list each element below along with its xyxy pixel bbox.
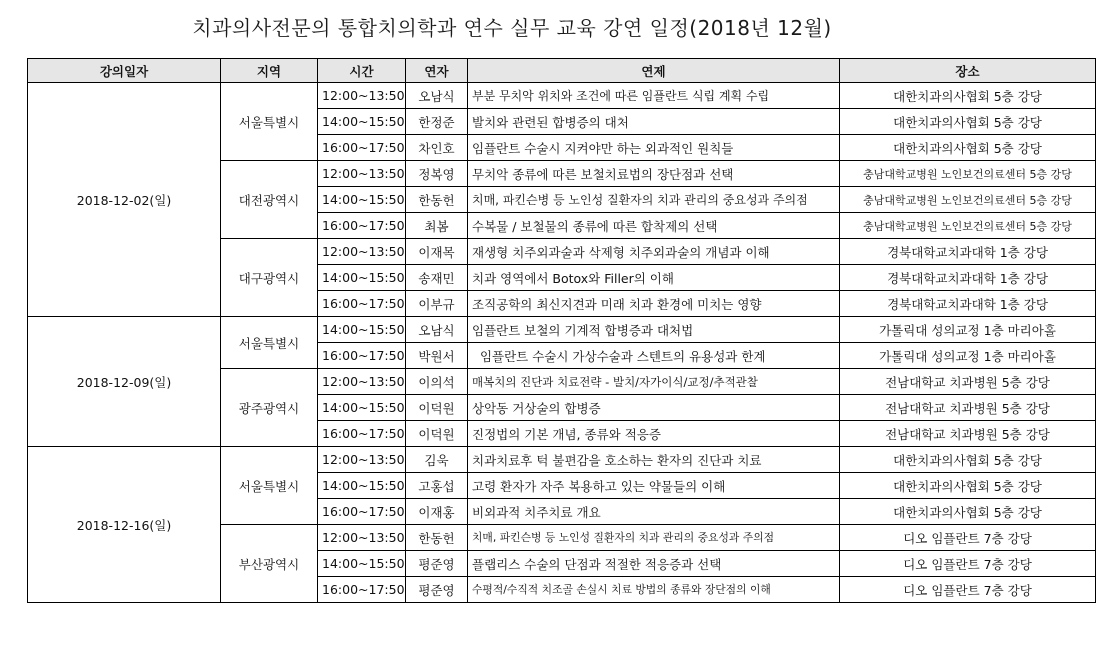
topic-cell: 수복물 / 보철물의 종류에 따른 합착제의 선택 <box>468 213 840 239</box>
topic-cell: 부분 무치악 위치와 조건에 따른 임플란트 식립 계획 수립 <box>468 83 840 109</box>
region-cell: 대구광역시 <box>221 239 318 317</box>
time-cell: 12:00~13:50 <box>318 369 406 395</box>
time-cell: 12:00~13:50 <box>318 239 406 265</box>
topic-cell: 치매, 파킨슨병 등 노인성 질환자의 치과 관리의 중요성과 주의점 <box>468 187 840 213</box>
topic-cell: 플랩리스 수술의 단점과 적절한 적응증과 선택 <box>468 551 840 577</box>
venue-cell: 대한치과의사협회 5층 강당 <box>840 109 1096 135</box>
speaker-cell: 정복영 <box>406 161 468 187</box>
region-cell: 부산광역시 <box>221 525 318 603</box>
time-cell: 12:00~13:50 <box>318 447 406 473</box>
speaker-cell: 오남식 <box>406 317 468 343</box>
table-row <box>28 317 1096 343</box>
speaker-cell: 최봄 <box>406 213 468 239</box>
topic-cell: 임플란트 수술시 가상수술과 스텐트의 유용성과 한계 <box>468 343 840 369</box>
venue-cell: 충남대학교병원 노인보건의료센터 5층 강당 <box>840 161 1096 187</box>
time-cell: 16:00~17:50 <box>318 499 406 525</box>
venue-cell: 충남대학교병원 노인보건의료센터 5층 강당 <box>840 213 1096 239</box>
time-cell: 14:00~15:50 <box>318 317 406 343</box>
time-cell: 16:00~17:50 <box>318 343 406 369</box>
region-cell: 서울특별시 <box>221 317 318 369</box>
speaker-cell: 한정준 <box>406 109 468 135</box>
region-cell: 대전광역시 <box>221 161 318 239</box>
venue-cell: 충남대학교병원 노인보건의료센터 5층 강당 <box>840 187 1096 213</box>
header-venue: 장소 <box>840 59 1096 83</box>
time-cell: 16:00~17:50 <box>318 421 406 447</box>
venue-cell: 전남대학교 치과병원 5층 강당 <box>840 369 1096 395</box>
speaker-cell: 이재홍 <box>406 499 468 525</box>
time-cell: 14:00~15:50 <box>318 473 406 499</box>
speaker-cell: 고홍섭 <box>406 473 468 499</box>
venue-cell: 전남대학교 치과병원 5층 강당 <box>840 421 1096 447</box>
header-region: 지역 <box>221 59 318 83</box>
speaker-cell: 차인호 <box>406 135 468 161</box>
time-cell: 12:00~13:50 <box>318 83 406 109</box>
venue-cell: 전남대학교 치과병원 5층 강당 <box>840 395 1096 421</box>
venue-cell: 가톨릭대 성의교정 1층 마리아홀 <box>840 343 1096 369</box>
speaker-cell: 이덕원 <box>406 421 468 447</box>
time-cell: 12:00~13:50 <box>318 161 406 187</box>
speaker-cell: 평준영 <box>406 577 468 603</box>
speaker-cell: 이의석 <box>406 369 468 395</box>
speaker-cell: 이재목 <box>406 239 468 265</box>
table-row <box>28 447 1096 473</box>
time-cell: 16:00~17:50 <box>318 291 406 317</box>
speaker-cell: 김욱 <box>406 447 468 473</box>
date-cell: 2018-12-02(일) <box>28 83 221 317</box>
date-cell: 2018-12-16(일) <box>28 447 221 603</box>
time-cell: 14:00~15:50 <box>318 551 406 577</box>
document-title: 치과의사전문의 통합치의학과 연수 실무 교육 강연 일정(2018년 12월) <box>192 16 832 40</box>
time-cell: 14:00~15:50 <box>318 187 406 213</box>
topic-cell: 매복치의 진단과 치료전략 - 발치/자가이식/교정/추적관찰 <box>468 369 840 395</box>
venue-cell: 디오 임플란트 7층 강당 <box>840 551 1096 577</box>
venue-cell: 대한치과의사협회 5층 강당 <box>840 499 1096 525</box>
topic-cell: 고령 환자가 자주 복용하고 있는 약물들의 이해 <box>468 473 840 499</box>
venue-cell: 디오 임플란트 7층 강당 <box>840 577 1096 603</box>
venue-cell: 대한치과의사협회 5층 강당 <box>840 447 1096 473</box>
header-topic: 연제 <box>468 59 840 83</box>
topic-cell: 치과치료후 턱 불편감을 호소하는 환자의 진단과 치료 <box>468 447 840 473</box>
topic-cell: 재생형 치주외과술과 삭제형 치주외과술의 개념과 이해 <box>468 239 840 265</box>
topic-cell: 치과 영역에서 Botox와 Filler의 이해 <box>468 265 840 291</box>
time-cell: 14:00~15:50 <box>318 109 406 135</box>
topic-cell: 조직공학의 최신지견과 미래 치과 환경에 미치는 영향 <box>468 291 840 317</box>
time-cell: 12:00~13:50 <box>318 525 406 551</box>
venue-cell: 경북대학교치과대학 1층 강당 <box>840 265 1096 291</box>
venue-cell: 대한치과의사협회 5층 강당 <box>840 135 1096 161</box>
topic-cell: 비외과적 치주치료 개요 <box>468 499 840 525</box>
speaker-cell: 평준영 <box>406 551 468 577</box>
topic-cell: 임플란트 보철의 기계적 합병증과 대처법 <box>468 317 840 343</box>
header-time: 시간 <box>318 59 406 83</box>
time-cell: 16:00~17:50 <box>318 135 406 161</box>
venue-cell: 대한치과의사협회 5층 강당 <box>840 83 1096 109</box>
region-cell: 서울특별시 <box>221 447 318 525</box>
topic-cell: 임플란트 수술시 지켜야만 하는 외과적인 원칙들 <box>468 135 840 161</box>
topic-cell: 무치악 종류에 따른 보철치료법의 장단점과 선택 <box>468 161 840 187</box>
speaker-cell: 오남식 <box>406 83 468 109</box>
venue-cell: 경북대학교치과대학 1층 강당 <box>840 291 1096 317</box>
speaker-cell: 박원서 <box>406 343 468 369</box>
time-cell: 14:00~15:50 <box>318 395 406 421</box>
header-speaker: 연자 <box>406 59 468 83</box>
venue-cell: 경북대학교치과대학 1층 강당 <box>840 239 1096 265</box>
speaker-cell: 송재민 <box>406 265 468 291</box>
venue-cell: 가톨릭대 성의교정 1층 마리아홀 <box>840 317 1096 343</box>
topic-cell: 치매, 파킨슨병 등 노인성 질환자의 치과 관리의 중요성과 주의점 <box>468 525 840 551</box>
speaker-cell: 한동헌 <box>406 187 468 213</box>
time-cell: 14:00~15:50 <box>318 265 406 291</box>
speaker-cell: 이부규 <box>406 291 468 317</box>
venue-cell: 대한치과의사협회 5층 강당 <box>840 473 1096 499</box>
header-date: 강의일자 <box>28 59 221 83</box>
region-cell: 서울특별시 <box>221 83 318 161</box>
lecture-schedule-table <box>27 58 1096 603</box>
topic-cell: 진정법의 기본 개념, 종류와 적응증 <box>468 421 840 447</box>
time-cell: 16:00~17:50 <box>318 213 406 239</box>
table-row <box>28 83 1096 109</box>
topic-cell: 발치와 관련된 합병증의 대처 <box>468 109 840 135</box>
topic-cell: 수평적/수직적 치조골 손실시 치료 방법의 종류와 장단점의 이해 <box>468 577 840 603</box>
speaker-cell: 이덕원 <box>406 395 468 421</box>
speaker-cell: 한동헌 <box>406 525 468 551</box>
date-cell: 2018-12-09(일) <box>28 317 221 447</box>
region-cell: 광주광역시 <box>221 369 318 447</box>
topic-cell: 상악동 거상술의 합병증 <box>468 395 840 421</box>
header-row <box>28 59 1096 83</box>
venue-cell: 디오 임플란트 7층 강당 <box>840 525 1096 551</box>
time-cell: 16:00~17:50 <box>318 577 406 603</box>
